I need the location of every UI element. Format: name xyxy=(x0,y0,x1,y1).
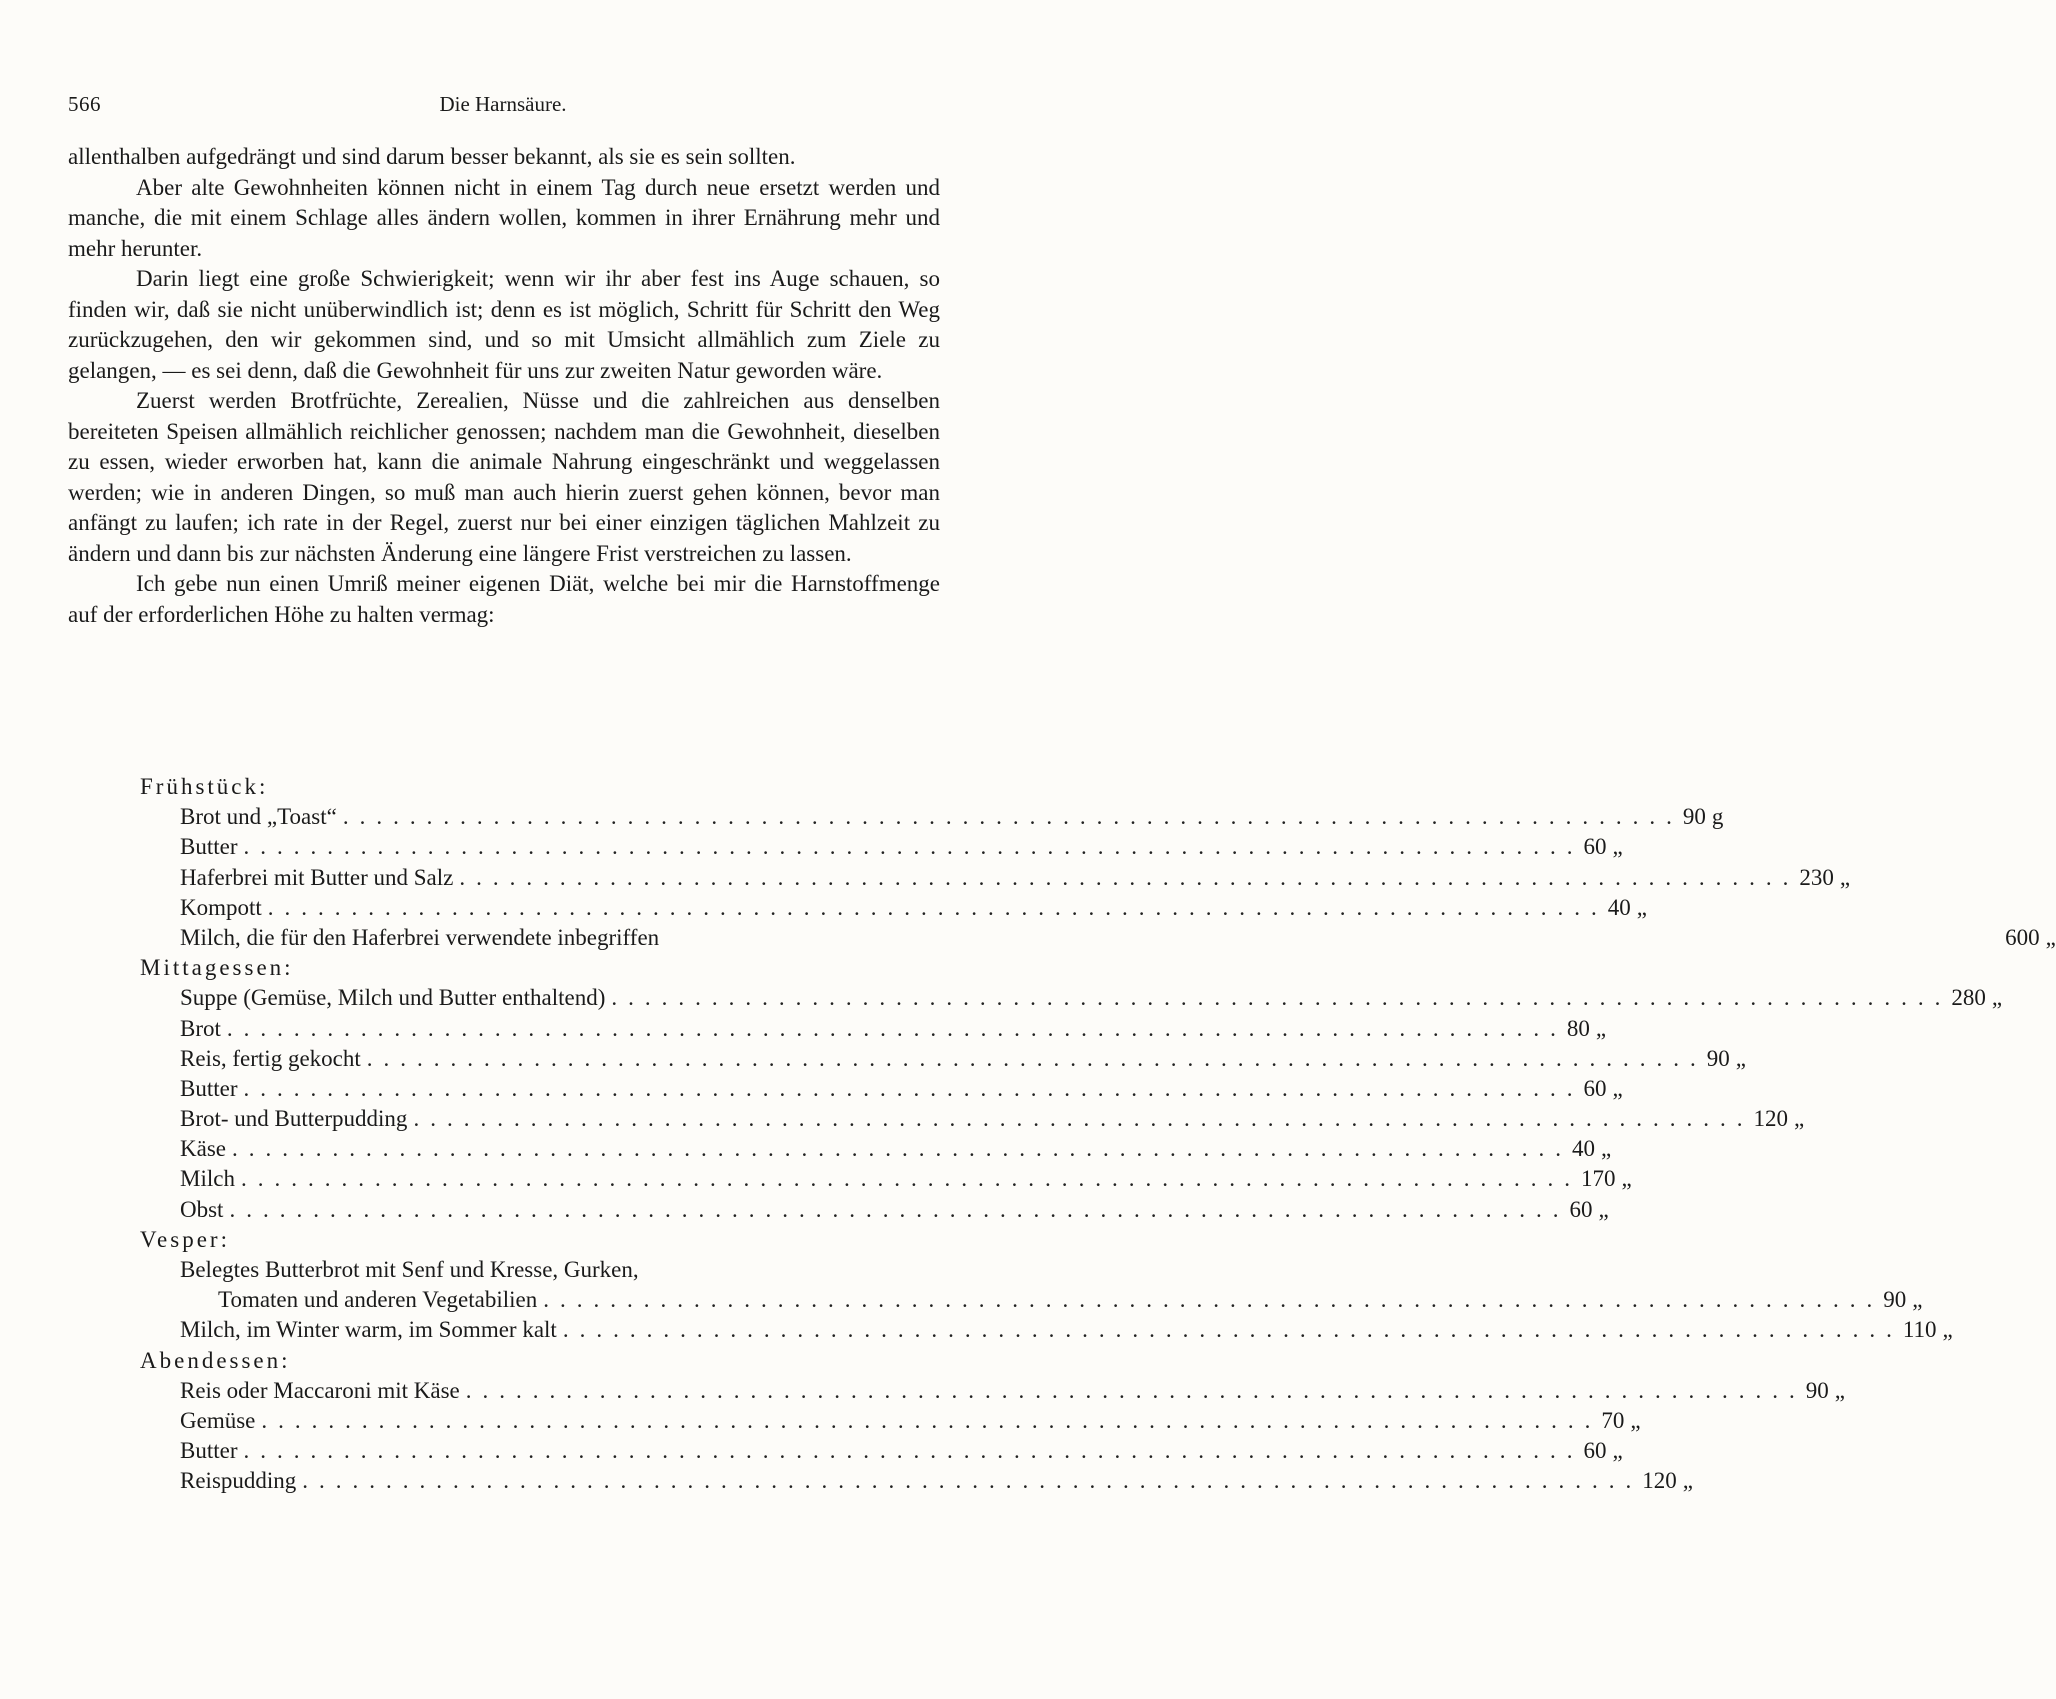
diet-item xyxy=(68,1134,1612,1164)
item-name: Suppe (Gemüse, Milch und Butter enthaltend) xyxy=(180,983,611,1013)
item-name: Butter xyxy=(180,1074,244,1104)
item-quantity: 280 xyxy=(1951,985,1986,1011)
dot-leader: ................................................................................ xyxy=(459,864,1800,890)
item-name: Obst xyxy=(180,1195,229,1225)
dot-leader: ................................................................................ xyxy=(240,1166,1581,1192)
paragraph: Zuerst werden Brotfrüchte, Zerealien, Nüsse und die zahlreichen aus denselben bereiteten Speisen allmählich reichlicher genossen; nachdem man die Gewohnheit, dieselben zu essen, wieder erworben hat, kann die animale Nahrung eingeschränkt und weggelassen werden; wie in anderen Dingen, so muß man auch hierin zuerst gehen können, bevor man anfängt zu laufen; ich rate in der Regel, zuerst nur bei einer einzigen täglichen Mahlzeit zu ändern und dann bis zur nächsten Änderung eine längere Frist verstreichen zu lassen. xyxy=(68,388,940,566)
item-unit: „ xyxy=(1612,834,1623,860)
item-unit: „ xyxy=(1612,1075,1623,1101)
dot-leader: ................................................................................ xyxy=(243,1075,1584,1101)
diet-item xyxy=(68,1436,1623,1466)
item-name: Milch xyxy=(180,1164,241,1194)
diet-item xyxy=(68,802,1724,832)
item-quantity: 80 xyxy=(1566,1015,1590,1041)
item-unit: „ xyxy=(1598,1196,1609,1222)
diet-item xyxy=(68,1104,1805,1134)
item-name: Haferbrei mit Butter und Salz xyxy=(180,863,459,893)
diet-item xyxy=(68,893,1647,923)
diet-item xyxy=(68,1195,1609,1225)
dot-leader: ................................................................................ xyxy=(543,1287,1884,1313)
item-unit xyxy=(1985,1255,1991,1285)
item-name: Belegtes Butterbrot mit Senf und Kresse, Gurken, xyxy=(180,1255,645,1285)
paragraph: Darin liegt eine große Schwierigkeit; wenn wir ihr aber fest ins Auge schauen, so finden wir, daß sie nicht unüberwindlich ist; denn es ist möglich, Schritt für Schritt den Weg zurückzugehen, den wir gekommen sind, und so mit Umsicht allmählich zum Ziele zu gelangen, — es sei denn, daß die Gewohnheit für uns zur zweiten Natur geworden wäre. xyxy=(68,266,940,383)
item-quantity: 40 xyxy=(1607,894,1631,920)
item-quantity: 60 xyxy=(1583,1075,1607,1101)
item-unit: „ xyxy=(1991,985,2003,1011)
item-name: Reis oder Maccaroni mit Käse xyxy=(180,1376,466,1406)
running-header xyxy=(68,92,938,120)
item-quantity: 60 xyxy=(1583,834,1607,860)
paragraph: Aber alte Gewohnheiten können nicht in einem Tag durch neue ersetzt werden und manche, die mit einem Schlage alles ändern wollen, kommen in ihrer Ernährung mehr und mehr herunter. xyxy=(68,174,940,261)
item-quantity: 230 xyxy=(1799,864,1834,890)
diet-item xyxy=(68,832,1623,862)
dot-leader: ................................................................................ xyxy=(611,985,1952,1011)
paragraph: Ich gebe nun einen Umriß meiner eigenen Diät, welche bei mir die Harnstoffmenge auf der erforderlichen Höhe zu halten vermag: xyxy=(68,571,940,627)
diet-item xyxy=(68,1315,1953,1345)
paragraph: allenthalben aufgedrängt und sind darum besser bekannt, als sie es sein sollten. xyxy=(68,144,796,169)
diet-item xyxy=(68,1466,1693,1496)
item-name: Milch, die für den Haferbrei verwendete inbegriffen xyxy=(180,923,665,953)
diet-item xyxy=(68,1074,1623,1104)
item-name: Reispudding xyxy=(180,1466,302,1496)
item-quantity: 60 xyxy=(1569,1196,1593,1222)
diet-item-continuation xyxy=(68,1285,1923,1315)
dot-leader: ................................................................................ xyxy=(465,1377,1806,1403)
section-heading-mittagessen: Mittagessen: xyxy=(140,955,294,981)
dot-leader: ................................................................................ xyxy=(302,1468,1643,1494)
item-unit: „ xyxy=(1630,1407,1641,1433)
item-name: Butter xyxy=(180,1436,244,1466)
diet-item xyxy=(68,923,2056,953)
item-quantity: 60 xyxy=(1583,1438,1607,1464)
item-unit: „ xyxy=(1793,1106,1805,1132)
diet-item xyxy=(68,1014,1607,1044)
item-name: Gemüse xyxy=(180,1406,261,1436)
diet-item xyxy=(68,1255,940,1285)
item-quantity: 70 xyxy=(1601,1407,1625,1433)
section-heading-fruehstueck: Frühstück: xyxy=(140,774,269,799)
item-name: Reis, fertig gekocht xyxy=(180,1044,367,1074)
item-quantity: 90 xyxy=(1682,804,1706,830)
diet-item xyxy=(68,1406,1641,1436)
item-quantity: 90 xyxy=(1805,1377,1829,1403)
item-name: Milch, im Winter warm, im Sommer kalt xyxy=(180,1315,563,1345)
item-quantity: 90 xyxy=(1706,1045,1730,1071)
page-number: 566 xyxy=(68,92,101,116)
item-name: Butter xyxy=(180,832,244,862)
item-name: Brot und „Toast“ xyxy=(180,802,343,832)
dot-leader: ................................................................................ xyxy=(243,834,1584,860)
dot-leader: ................................................................................ xyxy=(342,804,1683,830)
diet-item xyxy=(68,863,1851,893)
item-unit: „ xyxy=(1834,1377,1845,1403)
dot-leader: ................................................................................ xyxy=(366,1045,1707,1071)
dot-leader: ................................................................................ xyxy=(231,1136,1572,1162)
diet-item xyxy=(68,983,2003,1013)
running-title: Die Harnsäure. xyxy=(439,92,567,116)
diet-item xyxy=(68,1044,1746,1074)
item-unit: g xyxy=(1711,804,1724,830)
diet-item xyxy=(68,1164,1632,1194)
section-heading-abendessen: Abendessen: xyxy=(140,1347,291,1373)
item-unit: „ xyxy=(1912,1287,1923,1313)
item-name: Brot- und Butterpudding xyxy=(180,1104,413,1134)
item-unit: „ xyxy=(1600,1136,1612,1162)
item-unit: „ xyxy=(1621,1166,1632,1192)
item-quantity: 40 xyxy=(1571,1136,1595,1162)
item-quantity: 110 xyxy=(1902,1317,1937,1343)
item-unit: „ xyxy=(1839,864,1851,890)
dot-leader: ................................................................................ xyxy=(229,1196,1570,1222)
section-heading-vesper: Vesper: xyxy=(140,1226,230,1252)
item-unit: „ xyxy=(2045,924,2056,950)
item-quantity: 120 xyxy=(1753,1106,1788,1132)
item-quantity: 170 xyxy=(1580,1166,1616,1192)
item-unit: „ xyxy=(1595,1015,1607,1041)
item-quantity: 120 xyxy=(1642,1468,1677,1494)
item-quantity: 600 xyxy=(2005,924,2040,950)
item-quantity: 90 xyxy=(1883,1287,1907,1313)
item-unit: „ xyxy=(1612,1438,1623,1464)
body-text xyxy=(68,142,940,630)
item-unit: „ xyxy=(1636,894,1647,920)
item-name: Kompott xyxy=(180,893,268,923)
item-unit: „ xyxy=(1942,1317,1953,1343)
diet-item xyxy=(68,1376,1845,1406)
dot-leader: ................................................................................ xyxy=(267,894,1608,920)
dot-leader: ................................................................................ xyxy=(413,1106,1754,1132)
dot-leader: ................................................................................ xyxy=(261,1407,1602,1433)
dot-leader: ................................................................................ xyxy=(226,1015,1567,1041)
dot-leader: ................................................................................ xyxy=(243,1438,1584,1464)
item-name: Tomaten und anderen Vegetabilien xyxy=(218,1285,543,1315)
dot-leader: ................................................................................ xyxy=(562,1317,1903,1343)
item-unit: „ xyxy=(1735,1045,1746,1071)
diet-table xyxy=(68,772,2056,1497)
item-name: Käse xyxy=(180,1134,232,1164)
item-name: Brot xyxy=(180,1014,227,1044)
item-unit: „ xyxy=(1682,1468,1693,1494)
